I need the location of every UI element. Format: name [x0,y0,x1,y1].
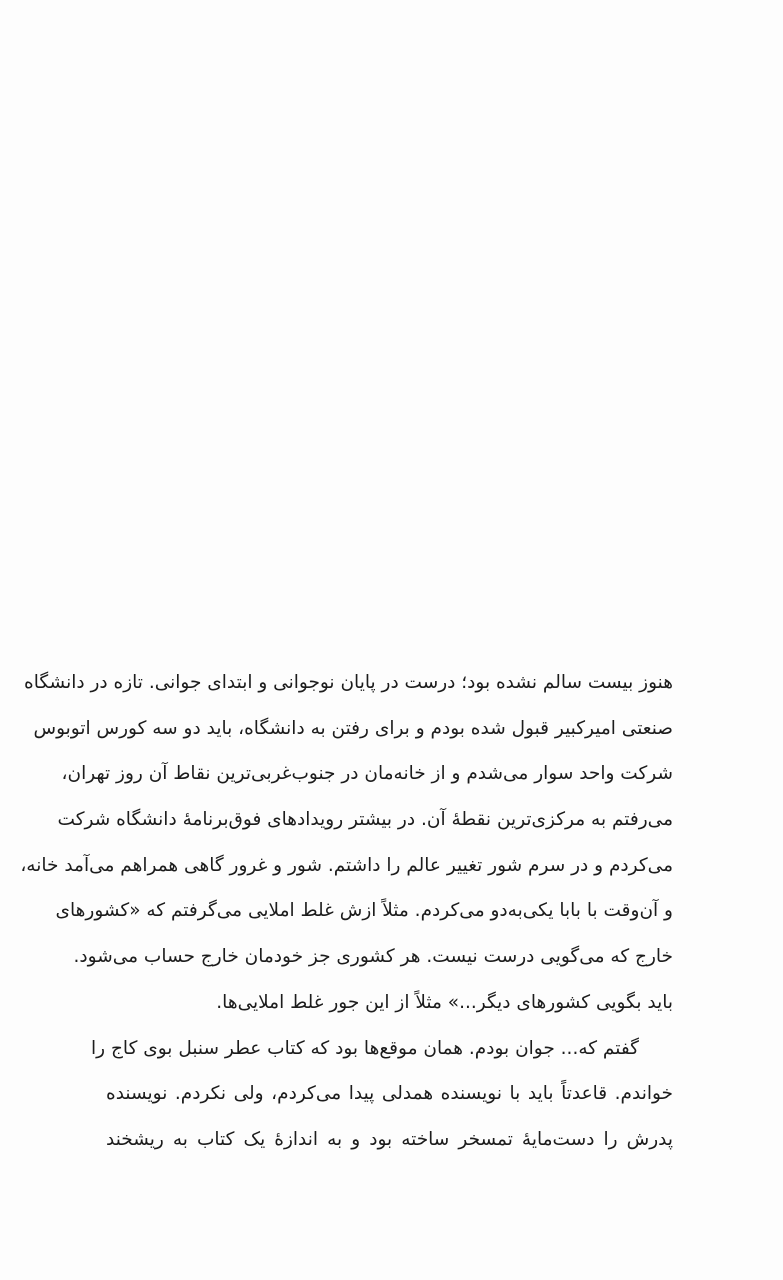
text-line: خواندم. قاعدتاً باید با نویسنده همدلی پیدا می‌کردم، ولی نکردم. نویسنده [106,1083,673,1105]
text-line: هنوز بیست سالم نشده بود؛ درست در پایان نوجوانی و ابتدای جوانی. تازه در دانشگاه [24,672,673,693]
text-line: صنعتی امیرکبیر قبول شده بودم و برای رفتن به دانشگاه، باید دو سه کورس اتوبوس [33,717,673,739]
text-line: پدرش را دست‌مایهٔ تمسخر ساخته بود و به اندازهٔ یک کتاب به ریشخند [106,1128,673,1150]
text-line: و آن‌وقت با بابا یکی‌به‌دو می‌کردم. مثلاً ازش غلط املایی می‌گرفتم که «کشورهای [55,900,673,922]
text-line-paragraph-end: باید بگویی کشورهای دیگر...» مثلاً از این جور غلط املایی‌ها. [216,991,673,1013]
book-page-body [20,660,673,1163]
text-line: می‌رفتم به مرکزی‌ترین نقطهٔ آن. در بیشتر رویدادهای فوق‌برنامهٔ دانشگاه شرکت [57,809,673,831]
text-line: می‌کردم و در سرم شور تغییر عالم را داشتم. شور و غرور گاهی همراهم می‌آمد خانه، [20,854,673,876]
text-line: شرکت واحد سوار می‌شدم و از خانه‌مان در جنوب‌غربی‌ترین نقاط آن روز تهران، [61,763,673,785]
text-line-paragraph-start: گفتم که... جوان بودم. همان موقع‌ها بود که کتاب عطر سنبل بوی کاج را [91,1037,639,1059]
text-line: خارج که می‌گویی درست نیست. هر کشوری جز خودمان خارج حساب می‌شود. [73,946,673,968]
